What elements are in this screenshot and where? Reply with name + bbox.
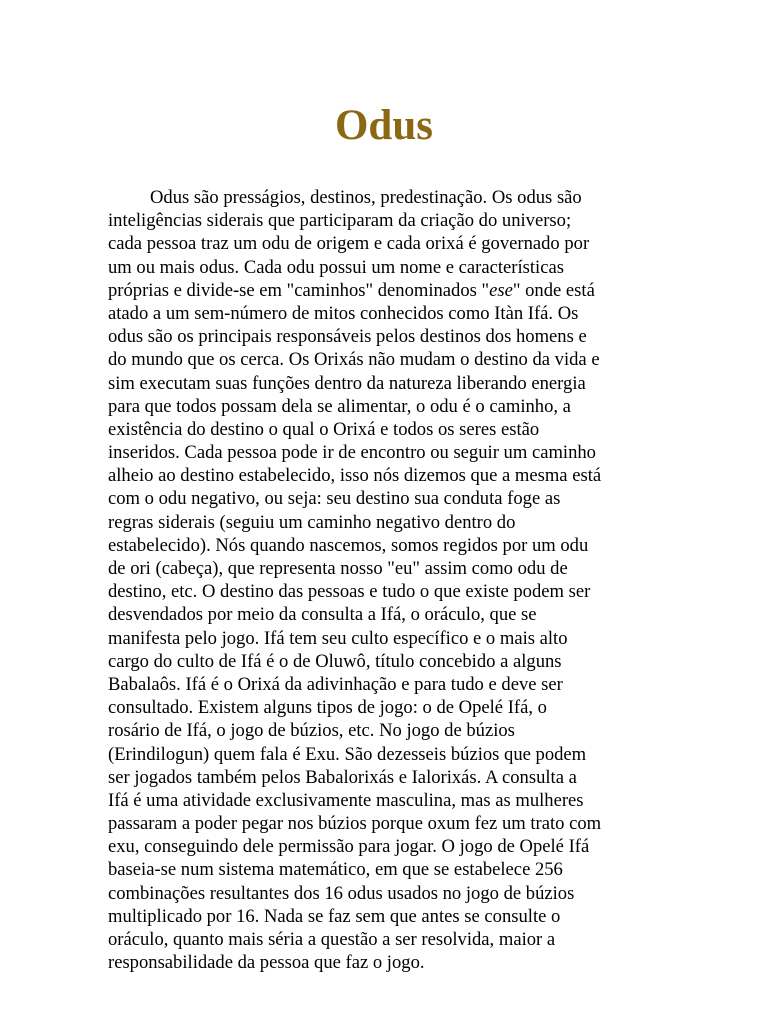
text-line: [108, 812, 663, 835]
text-segment: regras siderais (seguiu um caminho negativo dentro do: [108, 511, 516, 533]
text-line: [108, 858, 663, 881]
text-line: [108, 302, 663, 325]
text-line: [108, 395, 663, 418]
text-line: [108, 348, 663, 371]
text-segment: um ou mais odus. Cada odu possui um nome e características: [108, 256, 564, 278]
text-segment: combinações resultantes dos 16 odus usados no jogo de búzios: [108, 882, 575, 904]
text-segment: desvendados por meio da consulta a Ifá, o oráculo, que se: [108, 604, 537, 626]
text-line: [108, 209, 663, 232]
text-line: [108, 580, 663, 603]
text-segment: destino, etc. O destino das pessoas e tudo o que existe podem ser: [108, 581, 591, 603]
text-line: [108, 511, 663, 534]
text-line: [108, 743, 663, 766]
text-line: [108, 418, 663, 441]
text-line: [108, 534, 663, 557]
text-segment: cada pessoa traz um odu de origem e cada orixá é governado por: [108, 233, 590, 255]
text-line: [108, 696, 663, 719]
page-title: Odus: [334, 102, 433, 149]
text-line: [108, 232, 663, 255]
text-segment: próprias e divide-se em "caminhos" denominados ": [108, 279, 490, 301]
text-segment: " onde está: [512, 279, 595, 301]
text-segment: Odus são presságios, destinos, predestinação. Os odus são: [150, 187, 582, 208]
text-segment: existência do destino o qual o Orixá e todos os seres estão: [108, 418, 540, 440]
text-segment: responsabilidade da pessoa que faz o jogo.: [108, 952, 425, 974]
text-line: [108, 441, 663, 464]
text-segment: ser jogados também pelos Babalorixás e Ialorixás. A consulta a: [108, 766, 577, 788]
text-segment: estabelecido). Nós quando nascemos, somos regidos por um odu: [108, 534, 589, 556]
text-segment: rosário de Ifá, o jogo de búzios, etc. No jogo de búzios: [108, 720, 515, 742]
text-line: [108, 186, 663, 209]
emphasized-text: ese: [489, 279, 513, 301]
text-segment: exu, conseguindo dele permissão para jogar. O jogo de Opelé Ifá: [108, 836, 590, 858]
text-line: [108, 905, 663, 928]
text-line: [108, 882, 663, 905]
text-segment: consultado. Existem alguns tipos de jogo: o de Opelé Ifá, o: [108, 697, 547, 719]
text-line: [108, 627, 663, 650]
text-segment: atado a um sem-número de mitos conhecidos como Itàn Ifá. Os: [108, 302, 579, 324]
text-line: [108, 557, 663, 580]
text-line: [108, 766, 663, 789]
text-segment: sim executam suas funções dentro da natureza liberando energia: [108, 372, 586, 394]
text-line: [108, 325, 663, 348]
text-line: [108, 487, 663, 510]
text-segment: odus são os principais responsáveis pelos destinos dos homens e: [108, 326, 587, 348]
text-segment: baseia-se num sistema matemático, em que se estabelece 256: [108, 859, 563, 881]
text-segment: Babalaôs. Ifá é o Orixá da adivinhação e para tudo e deve ser: [108, 673, 563, 695]
text-line: [108, 279, 663, 302]
text-line: [108, 928, 663, 951]
text-line: [108, 372, 663, 395]
text-segment: com o odu negativo, ou seja: seu destino sua conduta foge as: [108, 488, 561, 510]
text-segment: de ori (cabeça), que representa nosso "eu" assim como odu de: [108, 558, 568, 579]
text-line: [108, 603, 663, 626]
text-segment: cargo do culto de Ifá é o de Oluwô, título concebido a alguns: [108, 650, 562, 672]
body-paragraph: [108, 186, 663, 974]
text-segment: alheio ao destino estabelecido, isso nós dizemos que a mesma está: [108, 465, 602, 487]
text-segment: do mundo que os cerca. Os Orixás não mudam o destino da vida e: [108, 349, 600, 371]
text-line: [108, 464, 663, 487]
text-segment: oráculo, quanto mais séria a questão a ser resolvida, maior a: [108, 929, 556, 950]
text-segment: inseridos. Cada pessoa pode ir de encontro ou seguir um caminho: [108, 442, 596, 464]
text-line: [108, 951, 663, 974]
text-segment: para que todos possam dela se alimentar, o odu é o caminho, a: [108, 395, 571, 417]
text-segment: manifesta pelo jogo. Ifá tem seu culto específico e o mais alto: [108, 627, 568, 649]
text-segment: Ifá é uma atividade exclusivamente masculina, mas as mulheres: [108, 789, 584, 811]
text-line: [108, 256, 663, 279]
text-line: [108, 673, 663, 696]
text-segment: (Erindilogun) quem fala é Exu. São dezesseis búzios que podem: [108, 743, 587, 765]
text-line: [108, 650, 663, 673]
text-segment: passaram a poder pegar nos búzios porque oxum fez um trato com: [108, 813, 602, 835]
text-line: [108, 789, 663, 812]
text-line: [108, 719, 663, 742]
text-line: [108, 835, 663, 858]
text-segment: inteligências siderais que participaram da criação do universo;: [108, 210, 572, 232]
text-segment: multiplicado por 16. Nada se faz sem que antes se consulte o: [108, 905, 561, 927]
